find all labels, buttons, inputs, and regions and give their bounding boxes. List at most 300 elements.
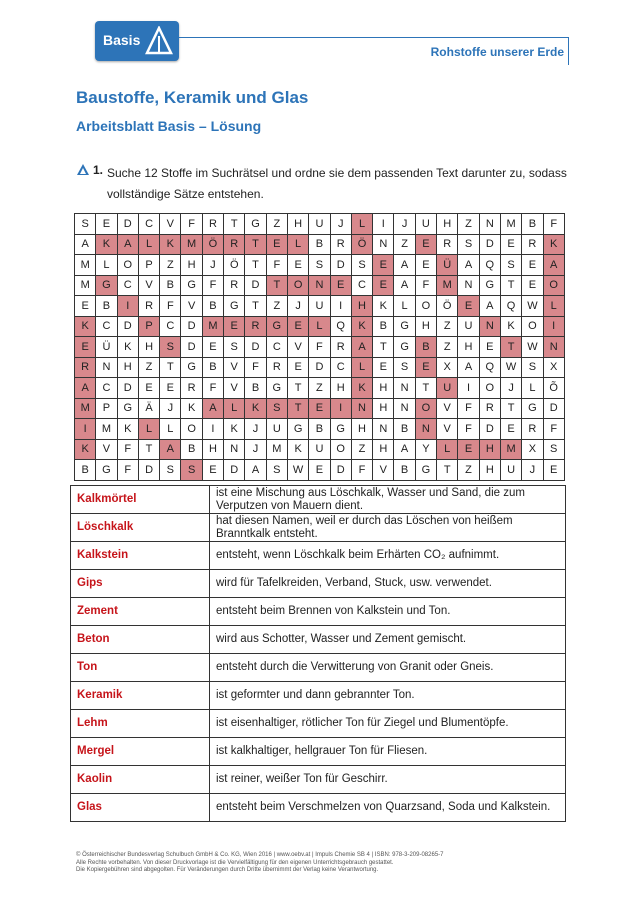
- grid-cell: U: [458, 316, 479, 337]
- grid-cell: H: [287, 214, 308, 235]
- grid-cell: B: [522, 214, 543, 235]
- grid-cell: E: [202, 337, 223, 358]
- grid-cell: W: [287, 460, 308, 481]
- solution-word: Mergel: [71, 738, 210, 766]
- grid-cell: K: [373, 296, 394, 317]
- grid-cell: R: [138, 296, 159, 317]
- grid-cell: C: [96, 316, 117, 337]
- word-search-grid: [74, 213, 565, 481]
- grid-cell: G: [394, 316, 415, 337]
- grid-cell: S: [500, 255, 521, 276]
- grid-cell: R: [224, 234, 245, 255]
- grid-cell: R: [479, 398, 500, 419]
- grid-cell: V: [224, 357, 245, 378]
- grid-cell: I: [75, 419, 96, 440]
- grid-cell: A: [458, 357, 479, 378]
- grid-cell: G: [266, 378, 287, 399]
- grid-cell: A: [458, 255, 479, 276]
- grid-cell: S: [351, 255, 372, 276]
- basis-logo: [95, 21, 179, 61]
- grid-cell: Y: [415, 439, 436, 460]
- grid-cell: H: [202, 439, 223, 460]
- grid-cell: X: [543, 357, 564, 378]
- solution-definition: ist eisenhaltiger, rötlicher Ton für Ziegel und Blumentöpfe.: [210, 710, 566, 738]
- solution-definition: ist eine Mischung aus Löschkalk, Wasser und Sand, die zum Verputzen von Mauern dient.: [210, 486, 566, 514]
- solution-word: Kaolin: [71, 766, 210, 794]
- grid-cell: L: [522, 378, 543, 399]
- grid-cell: L: [351, 214, 372, 235]
- grid-cell: J: [160, 398, 181, 419]
- grid-cell: N: [373, 419, 394, 440]
- grid-cell: O: [330, 439, 351, 460]
- grid-cell: S: [522, 357, 543, 378]
- footer-disclaimer: Die Kopiergebühren sind abgegolten. Für Veränderungen durch Dritte übernimmt der Verlag keine Verantwortung.: [76, 867, 379, 873]
- solution-definition: entsteht, wenn Löschkalk beim Erhärten CO₂ aufnimmt.: [210, 542, 566, 570]
- grid-cell: H: [351, 419, 372, 440]
- grid-cell: H: [138, 337, 159, 358]
- grid-cell: S: [160, 460, 181, 481]
- grid-cell: J: [330, 214, 351, 235]
- grid-cell: R: [522, 234, 543, 255]
- grid-cell: K: [75, 439, 96, 460]
- grid-cell: G: [117, 398, 138, 419]
- grid-cell: B: [245, 378, 266, 399]
- grid-cell: N: [415, 419, 436, 440]
- grid-cell: F: [160, 296, 181, 317]
- grid-cell: C: [96, 378, 117, 399]
- grid-cell: E: [202, 460, 223, 481]
- grid-cell: A: [117, 234, 138, 255]
- grid-cell: E: [522, 275, 543, 296]
- grid-cell: Z: [394, 234, 415, 255]
- grid-cell: B: [96, 296, 117, 317]
- grid-cell: T: [415, 378, 436, 399]
- grid-cell: A: [75, 234, 96, 255]
- grid-cell: S: [543, 439, 564, 460]
- grid-row: [75, 398, 565, 419]
- grid-cell: E: [309, 460, 330, 481]
- grid-cell: A: [351, 337, 372, 358]
- solution-word: Kalkstein: [71, 542, 210, 570]
- grid-cell: U: [309, 296, 330, 317]
- solution-word: Gips: [71, 570, 210, 598]
- grid-cell: D: [245, 337, 266, 358]
- grid-cell: T: [160, 357, 181, 378]
- grid-cell: P: [138, 316, 159, 337]
- grid-cell: M: [266, 439, 287, 460]
- grid-cell: M: [500, 214, 521, 235]
- solution-definition: entsteht durch die Verwitterung von Granit oder Gneis.: [210, 654, 566, 682]
- grid-cell: H: [458, 337, 479, 358]
- grid-cell: E: [287, 357, 308, 378]
- grid-cell: D: [330, 460, 351, 481]
- grid-cell: H: [117, 357, 138, 378]
- grid-cell: R: [266, 357, 287, 378]
- grid-cell: E: [415, 234, 436, 255]
- grid-row: [75, 255, 565, 276]
- grid-cell: K: [117, 337, 138, 358]
- grid-cell: T: [287, 378, 308, 399]
- grid-cell: V: [437, 419, 458, 440]
- grid-cell: F: [309, 337, 330, 358]
- solution-word: Löschkalk: [71, 514, 210, 542]
- grid-cell: E: [75, 296, 96, 317]
- solution-definition: hat diesen Namen, weil er durch das Löschen von heißem Branntkalk entsteht.: [210, 514, 566, 542]
- grid-cell: V: [287, 337, 308, 358]
- grid-cell: O: [415, 296, 436, 317]
- grid-row: [75, 357, 565, 378]
- header-divider-vertical: [568, 37, 569, 65]
- grid-cell: B: [202, 357, 223, 378]
- grid-cell: V: [181, 296, 202, 317]
- grid-cell: K: [245, 398, 266, 419]
- grid-cell: N: [309, 275, 330, 296]
- grid-cell: M: [181, 234, 202, 255]
- grid-cell: L: [437, 439, 458, 460]
- grid-row: [75, 275, 565, 296]
- grid-cell: S: [224, 337, 245, 358]
- grid-cell: S: [458, 234, 479, 255]
- grid-cell: E: [522, 255, 543, 276]
- grid-cell: B: [75, 460, 96, 481]
- grid-cell: Õ: [543, 378, 564, 399]
- grid-cell: H: [330, 378, 351, 399]
- grid-cell: H: [415, 316, 436, 337]
- grid-cell: L: [96, 255, 117, 276]
- grid-cell: L: [138, 419, 159, 440]
- grid-cell: Z: [309, 378, 330, 399]
- grid-cell: T: [245, 255, 266, 276]
- footer-copyright: © Österreichischer Bundesverlag Schulbuch GmbH & Co. KG, Wien 2016 | www.oebv.at | Impuls Chemie SB 4 | ISBN: 978-3-209-08265-7: [76, 852, 444, 858]
- grid-cell: D: [309, 357, 330, 378]
- solution-definition: wird aus Schotter, Wasser und Zement gemischt.: [210, 626, 566, 654]
- grid-cell: I: [330, 398, 351, 419]
- grid-cell: J: [202, 255, 223, 276]
- grid-cell: E: [266, 234, 287, 255]
- grid-cell: A: [160, 439, 181, 460]
- grid-cell: N: [373, 234, 394, 255]
- grid-cell: E: [330, 275, 351, 296]
- grid-cell: G: [330, 419, 351, 440]
- solution-word: Keramik: [71, 682, 210, 710]
- grid-cell: T: [287, 398, 308, 419]
- grid-cell: K: [351, 316, 372, 337]
- grid-cell: M: [96, 419, 117, 440]
- grid-cell: A: [543, 255, 564, 276]
- grid-cell: L: [160, 419, 181, 440]
- grid-cell: N: [479, 214, 500, 235]
- grid-cell: E: [75, 337, 96, 358]
- grid-row: [75, 234, 565, 255]
- grid-cell: C: [351, 275, 372, 296]
- solution-row: [71, 598, 566, 626]
- grid-cell: I: [330, 296, 351, 317]
- solution-definition: entsteht beim Verschmelzen von Quarzsand, Soda und Kalkstein.: [210, 794, 566, 822]
- grid-cell: A: [394, 275, 415, 296]
- grid-cell: E: [373, 275, 394, 296]
- grid-cell: R: [181, 378, 202, 399]
- grid-cell: N: [479, 316, 500, 337]
- task-instruction: Suche 12 Stoffe im Suchrätsel und ordne sie dem passenden Text darunter zu, sodass vollständige Sätze entstehen.: [107, 166, 567, 201]
- grid-cell: V: [96, 439, 117, 460]
- grid-cell: E: [458, 439, 479, 460]
- grid-cell: K: [75, 316, 96, 337]
- grid-cell: E: [415, 357, 436, 378]
- grid-cell: G: [522, 398, 543, 419]
- grid-row: [75, 296, 565, 317]
- solution-definition: wird für Tafelkreiden, Verband, Stuck, usw. verwendet.: [210, 570, 566, 598]
- grid-cell: E: [458, 296, 479, 317]
- grid-cell: F: [117, 439, 138, 460]
- grid-cell: B: [160, 275, 181, 296]
- grid-cell: D: [181, 337, 202, 358]
- grid-cell: Z: [160, 255, 181, 276]
- grid-cell: S: [181, 460, 202, 481]
- grid-cell: E: [287, 316, 308, 337]
- solution-definition: ist reiner, weißer Ton für Geschirr.: [210, 766, 566, 794]
- grid-cell: H: [373, 378, 394, 399]
- grid-cell: M: [500, 439, 521, 460]
- grid-cell: P: [138, 255, 159, 276]
- grid-cell: U: [500, 460, 521, 481]
- grid-cell: A: [245, 460, 266, 481]
- grid-cell: N: [351, 398, 372, 419]
- grid-cell: V: [138, 275, 159, 296]
- grid-cell: C: [330, 357, 351, 378]
- grid-cell: G: [96, 460, 117, 481]
- grid-cell: G: [287, 419, 308, 440]
- grid-cell: U: [266, 419, 287, 440]
- logo-text: Basis: [103, 32, 141, 48]
- grid-cell: N: [458, 275, 479, 296]
- grid-cell: H: [181, 255, 202, 276]
- grid-row: [75, 316, 565, 337]
- grid-cell: F: [202, 275, 223, 296]
- grid-cell: M: [202, 316, 223, 337]
- grid-cell: K: [96, 234, 117, 255]
- grid-cell: U: [309, 214, 330, 235]
- solution-row: [71, 654, 566, 682]
- grid-cell: A: [202, 398, 223, 419]
- grid-row: [75, 337, 565, 358]
- grid-cell: S: [75, 214, 96, 235]
- grid-cell: B: [181, 439, 202, 460]
- grid-cell: W: [522, 337, 543, 358]
- grid-cell: G: [224, 296, 245, 317]
- grid-cell: D: [138, 460, 159, 481]
- grid-cell: I: [373, 214, 394, 235]
- grid-cell: S: [309, 255, 330, 276]
- solution-definition: entsteht beim Brennen von Kalkstein und Ton.: [210, 598, 566, 626]
- solution-word: Beton: [71, 626, 210, 654]
- grid-cell: F: [458, 398, 479, 419]
- grid-cell: J: [245, 439, 266, 460]
- grid-cell: B: [394, 460, 415, 481]
- grid-cell: G: [394, 337, 415, 358]
- grid-cell: J: [287, 296, 308, 317]
- grid-cell: I: [117, 296, 138, 317]
- grid-cell: S: [266, 398, 287, 419]
- grid-cell: Ö: [351, 234, 372, 255]
- grid-cell: G: [245, 214, 266, 235]
- grid-cell: F: [202, 378, 223, 399]
- grid-cell: Z: [458, 214, 479, 235]
- grid-cell: E: [373, 255, 394, 276]
- solution-row: [71, 794, 566, 822]
- grid-cell: F: [415, 275, 436, 296]
- grid-cell: N: [394, 398, 415, 419]
- grid-cell: T: [500, 398, 521, 419]
- solution-row: [71, 514, 566, 542]
- grid-cell: Q: [500, 296, 521, 317]
- grid-cell: Ö: [202, 234, 223, 255]
- grid-cell: Ü: [437, 255, 458, 276]
- grid-cell: E: [500, 419, 521, 440]
- solution-row: [71, 682, 566, 710]
- grid-cell: L: [394, 296, 415, 317]
- grid-cell: T: [245, 296, 266, 317]
- solution-word: Ton: [71, 654, 210, 682]
- grid-cell: T: [500, 337, 521, 358]
- grid-cell: F: [266, 255, 287, 276]
- grid-cell: U: [437, 378, 458, 399]
- grid-cell: E: [500, 234, 521, 255]
- grid-cell: Z: [266, 214, 287, 235]
- grid-cell: K: [160, 234, 181, 255]
- grid-cell: C: [117, 275, 138, 296]
- grid-cell: L: [224, 398, 245, 419]
- grid-cell: D: [245, 275, 266, 296]
- grid-cell: E: [309, 398, 330, 419]
- grid-cell: S: [160, 337, 181, 358]
- grid-cell: Ö: [224, 255, 245, 276]
- grid-cell: J: [522, 460, 543, 481]
- grid-cell: F: [458, 419, 479, 440]
- grid-cell: R: [437, 234, 458, 255]
- grid-cell: L: [287, 234, 308, 255]
- grid-cell: G: [181, 275, 202, 296]
- grid-cell: L: [309, 316, 330, 337]
- grid-cell: T: [500, 275, 521, 296]
- page-subtitle: Arbeitsblatt Basis – Lösung: [76, 118, 262, 134]
- grid-cell: E: [138, 378, 159, 399]
- grid-cell: H: [437, 214, 458, 235]
- grid-cell: F: [181, 214, 202, 235]
- grid-row: [75, 460, 565, 481]
- grid-cell: R: [330, 337, 351, 358]
- triangle-logo-icon: [145, 26, 173, 56]
- grid-cell: Z: [437, 316, 458, 337]
- solution-word: Zement: [71, 598, 210, 626]
- grid-cell: Z: [351, 439, 372, 460]
- grid-cell: Z: [138, 357, 159, 378]
- grid-cell: D: [117, 214, 138, 235]
- grid-cell: K: [224, 419, 245, 440]
- grid-cell: W: [522, 296, 543, 317]
- grid-cell: O: [543, 275, 564, 296]
- grid-cell: C: [160, 316, 181, 337]
- grid-cell: B: [373, 316, 394, 337]
- grid-cell: E: [543, 460, 564, 481]
- grid-cell: B: [394, 419, 415, 440]
- grid-cell: K: [351, 378, 372, 399]
- grid-cell: L: [138, 234, 159, 255]
- grid-cell: L: [351, 357, 372, 378]
- grid-cell: Z: [437, 337, 458, 358]
- grid-cell: Q: [330, 316, 351, 337]
- grid-cell: K: [287, 439, 308, 460]
- header-divider: [179, 37, 569, 38]
- task-difficulty-icon: [76, 163, 90, 176]
- grid-cell: J: [245, 419, 266, 440]
- grid-cell: E: [287, 255, 308, 276]
- grid-cell: X: [522, 439, 543, 460]
- solution-table: [70, 485, 566, 822]
- solution-row: [71, 570, 566, 598]
- grid-cell: N: [543, 337, 564, 358]
- grid-cell: B: [309, 234, 330, 255]
- page-title: Baustoffe, Keramik und Glas: [76, 88, 309, 107]
- grid-row: [75, 439, 565, 460]
- grid-cell: I: [543, 316, 564, 337]
- grid-cell: G: [181, 357, 202, 378]
- solution-row: [71, 626, 566, 654]
- grid-cell: O: [415, 398, 436, 419]
- grid-cell: O: [287, 275, 308, 296]
- grid-cell: A: [394, 439, 415, 460]
- grid-cell: E: [479, 337, 500, 358]
- grid-cell: V: [224, 378, 245, 399]
- grid-cell: G: [415, 460, 436, 481]
- grid-cell: X: [437, 357, 458, 378]
- grid-cell: A: [479, 296, 500, 317]
- solution-row: [71, 766, 566, 794]
- grid-cell: R: [75, 357, 96, 378]
- grid-cell: S: [394, 357, 415, 378]
- grid-cell: N: [96, 357, 117, 378]
- grid-cell: F: [351, 460, 372, 481]
- grid-cell: V: [437, 398, 458, 419]
- grid-cell: F: [543, 214, 564, 235]
- grid-cell: D: [117, 316, 138, 337]
- solution-row: [71, 710, 566, 738]
- grid-cell: B: [415, 337, 436, 358]
- grid-cell: G: [96, 275, 117, 296]
- grid-cell: T: [266, 275, 287, 296]
- grid-cell: C: [266, 337, 287, 358]
- grid-cell: H: [373, 398, 394, 419]
- grid-cell: E: [96, 214, 117, 235]
- grid-cell: O: [181, 419, 202, 440]
- grid-cell: Ü: [96, 337, 117, 358]
- solution-row: [71, 542, 566, 570]
- grid-cell: P: [96, 398, 117, 419]
- grid-row: [75, 214, 565, 235]
- grid-cell: R: [224, 275, 245, 296]
- grid-cell: D: [330, 255, 351, 276]
- grid-cell: D: [181, 316, 202, 337]
- grid-cell: K: [543, 234, 564, 255]
- solution-word: Lehm: [71, 710, 210, 738]
- grid-cell: H: [479, 439, 500, 460]
- grid-cell: G: [266, 316, 287, 337]
- grid-row: [75, 378, 565, 399]
- grid-cell: R: [330, 234, 351, 255]
- solution-row: [71, 486, 566, 514]
- solution-word: Kalkmörtel: [71, 486, 210, 514]
- grid-cell: L: [543, 296, 564, 317]
- grid-cell: K: [117, 419, 138, 440]
